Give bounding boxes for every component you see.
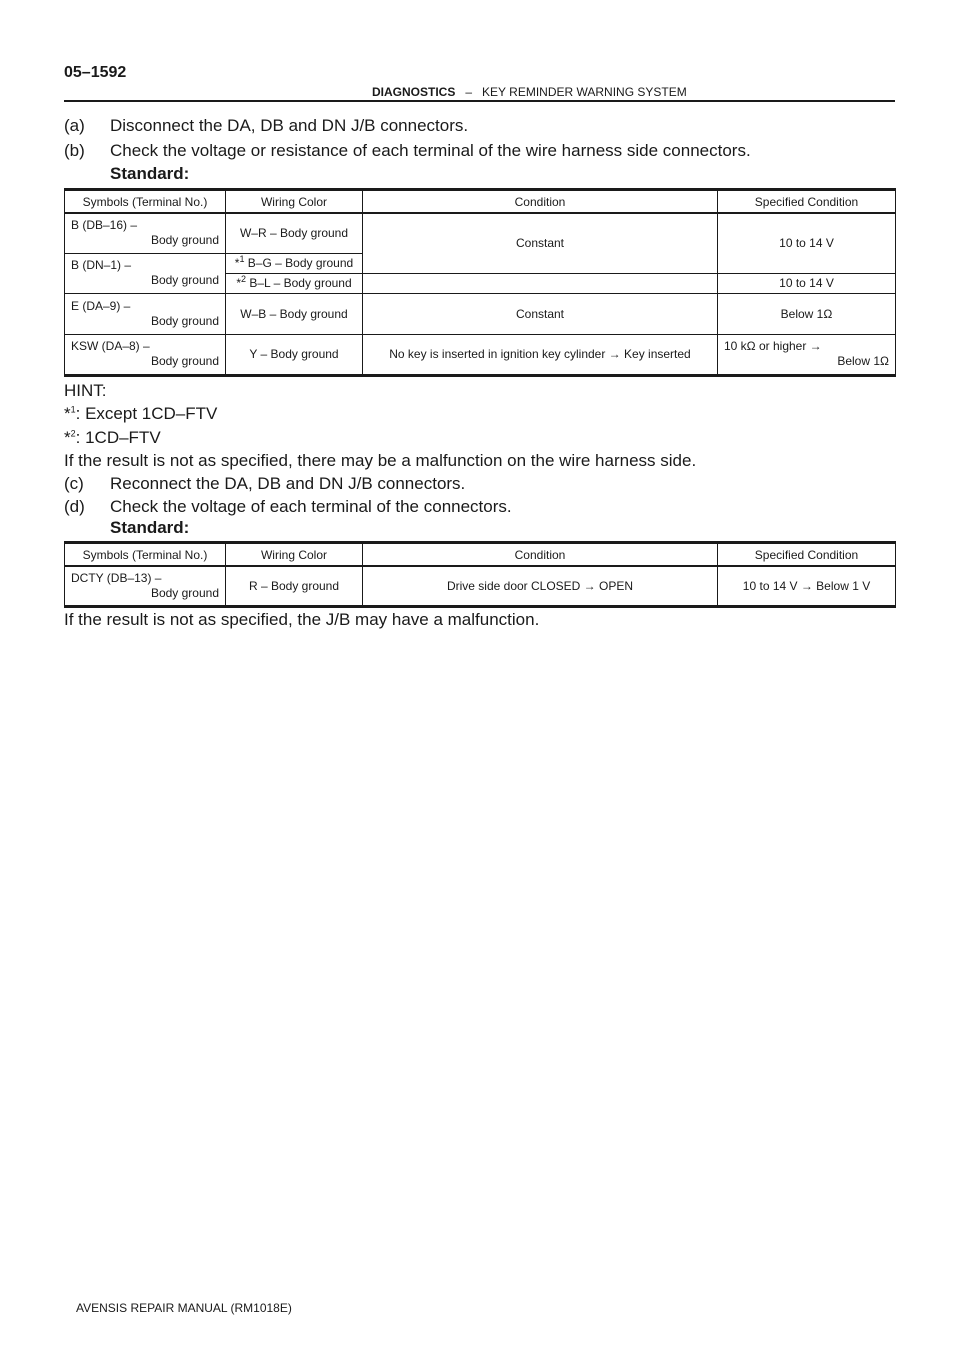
footnote-mark: * — [64, 428, 71, 447]
symbol-terminal: B (DN–1) – — [71, 258, 132, 272]
col-specified: Specified Condition — [718, 543, 896, 567]
step-c-tag: (c) — [64, 474, 84, 493]
wiring-cell: R – Body ground — [226, 566, 363, 606]
step-b — [64, 140, 751, 162]
spec-table-1 — [64, 188, 896, 377]
col-specified: Specified Condition — [718, 190, 896, 214]
standard-label-1: Standard: — [110, 164, 190, 183]
col-symbols: Symbols (Terminal No.) — [65, 543, 226, 567]
symbol-ground: Body ground — [150, 354, 219, 368]
hint-note-text: : 1CD–FTV — [75, 428, 161, 447]
symbol-ground: Body ground — [150, 273, 219, 287]
wiring-cell: W–B – Body ground — [226, 293, 363, 334]
section-name: DIAGNOSTICS — [372, 85, 456, 99]
condition-cell: Drive side door CLOSED → OPEN — [363, 566, 718, 606]
footnote-sup: 1 — [70, 404, 76, 415]
step-a — [64, 115, 468, 137]
step-a-text: Disconnect the DA, DB and DN J/B connectors. — [110, 116, 469, 135]
spec-cell: 10 to 14 V — [718, 213, 896, 273]
symbol-cell — [65, 334, 226, 375]
condition-cell: Constant — [363, 213, 718, 273]
step-a-tag: (a) — [64, 116, 85, 135]
step-d-text: Check the voltage of each terminal of the connectors. — [110, 497, 512, 516]
symbol-cell — [65, 253, 226, 293]
wiring-cell — [226, 253, 363, 273]
result-note-1: If the result is not as specified, there may be a malfunction on the wire harness side. — [64, 451, 697, 470]
footnote-mark: * — [236, 276, 241, 290]
symbol-ground: Body ground — [150, 585, 219, 600]
footnote-sup: 2 — [241, 274, 247, 284]
step-b-tag: (b) — [64, 141, 85, 160]
hint-note-text: : Except 1CD–FTV — [75, 404, 218, 423]
step-b-text: Check the voltage or resistance of each terminal of the wire harness side connectors. — [110, 141, 751, 160]
symbol-cell — [65, 566, 226, 606]
spec-cell: 10 to 14 V — [718, 273, 896, 293]
wiring-cell: W–R – Body ground — [226, 213, 363, 253]
hint-note-1 — [64, 403, 217, 425]
symbol-ground: Body ground — [150, 313, 219, 328]
table-header-row — [65, 543, 896, 567]
symbol-ground: Body ground — [150, 233, 219, 248]
table-row — [65, 213, 896, 253]
symbol-terminal: E (DA–9) – — [71, 298, 131, 313]
table-row — [65, 566, 896, 606]
table-row — [65, 334, 896, 375]
footer: AVENSIS REPAIR MANUAL (RM1018E) — [76, 1301, 292, 1315]
condition-cell: Constant — [363, 293, 718, 334]
page-number: 05–1592 — [64, 64, 127, 81]
step-c-text: Reconnect the DA, DB and DN J/B connectors. — [110, 474, 466, 493]
col-symbols: Symbols (Terminal No.) — [65, 190, 226, 214]
spec-table-2 — [64, 541, 896, 608]
col-wiring: Wiring Color — [226, 543, 363, 567]
wiring-text: B–G – Body ground — [244, 256, 354, 270]
symbol-cell — [65, 293, 226, 334]
symbol-terminal: DCTY (DB–13) – — [71, 570, 162, 585]
footnote-sup: 2 — [70, 428, 76, 439]
spec-cell: Below 1Ω — [718, 293, 896, 334]
spec-cell — [718, 334, 896, 375]
header-rule — [64, 100, 895, 102]
symbol-terminal: KSW (DA–8) – — [71, 339, 150, 353]
spec-line-2: Below 1Ω — [837, 354, 889, 368]
spec-line-1: 10 kΩ or higher → — [724, 339, 822, 353]
step-c — [64, 473, 465, 495]
hint-label: HINT: — [64, 381, 107, 400]
footnote-sup: 1 — [239, 254, 245, 264]
section-title: KEY REMINDER WARNING SYSTEM — [482, 85, 687, 99]
table-header-row — [65, 190, 896, 214]
result-note-2: If the result is not as specified, the J/B may have a malfunction. — [64, 610, 540, 629]
spec-cell: 10 to 14 V → Below 1 V — [718, 566, 896, 606]
wiring-cell: Y – Body ground — [226, 334, 363, 375]
col-wiring: Wiring Color — [226, 190, 363, 214]
condition-cell: No key is inserted in ignition key cylinder → Key inserted — [363, 334, 718, 375]
col-condition: Condition — [363, 190, 718, 214]
condition-cell — [363, 273, 718, 293]
col-condition: Condition — [363, 543, 718, 567]
step-d-tag: (d) — [64, 497, 85, 516]
symbol-terminal: B (DB–16) – — [71, 218, 138, 233]
step-d — [64, 496, 512, 518]
header-separator: – — [465, 85, 473, 99]
section-header — [372, 85, 687, 99]
footnote-mark: * — [234, 256, 240, 270]
table-row — [65, 293, 896, 334]
footnote-mark: * — [64, 404, 71, 423]
standard-label-2: Standard: — [110, 518, 190, 537]
wiring-text: B–L – Body ground — [246, 276, 352, 290]
symbol-cell — [65, 213, 226, 253]
hint-note-2 — [64, 427, 161, 449]
wiring-cell — [226, 273, 363, 293]
